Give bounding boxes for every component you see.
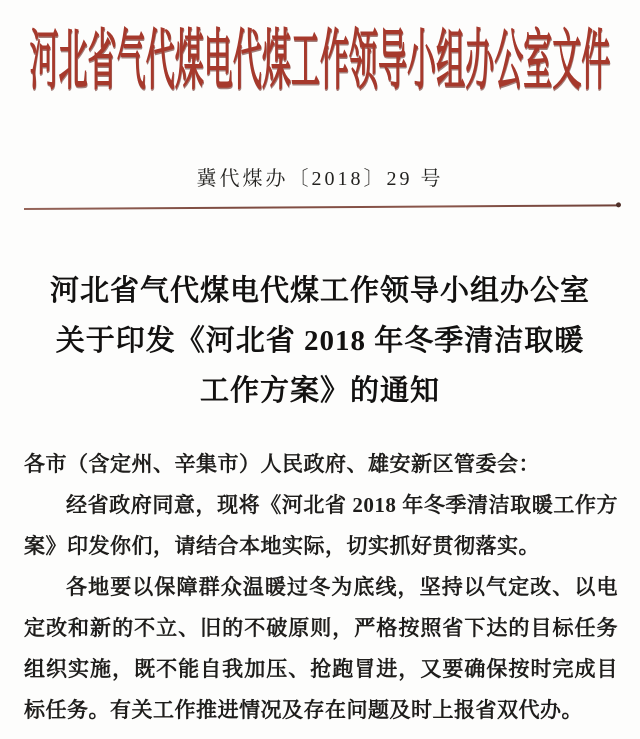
doc-title-line-3: 工作方案》的通知 <box>199 375 440 407</box>
paragraph-2: 各地要以保障群众温暖过冬为底线，坚持以气定改、以电定改和新的不立、旧的不破原则，严格按照省下达的目标任务组织实施，既不能自我加压、抢跑冒进，又要确保按时完成目标任务。有关工作推进情况及存在问题及时上报省双代办。 <box>24 575 618 722</box>
red-header-banner <box>0 0 640 98</box>
doc-number: 冀代煤办〔2018〕29 号 <box>196 168 444 190</box>
red-divider-rule <box>24 204 620 210</box>
doc-title <box>0 266 640 416</box>
divider-end-dot <box>616 202 621 207</box>
org-title-text: 河北省气代煤电代煤工作领导小组办公室文件 <box>29 24 611 98</box>
paragraph-1: 经省政府同意，现将《河北省 2018 年冬季清洁取暖工作方案》印发你们，请结合本地实际，切实抓好贯彻落实。 <box>24 493 618 558</box>
body-text <box>24 444 618 731</box>
salutation-line: 各市（含定州、辛集市）人民政府、雄安新区管委会： <box>24 452 540 476</box>
doc-title-line-2: 关于印发《河北省 2018 年冬季清洁取暖 <box>55 325 585 357</box>
doc-title-line-1: 河北省气代煤电代煤工作领导小组办公室 <box>49 275 590 307</box>
